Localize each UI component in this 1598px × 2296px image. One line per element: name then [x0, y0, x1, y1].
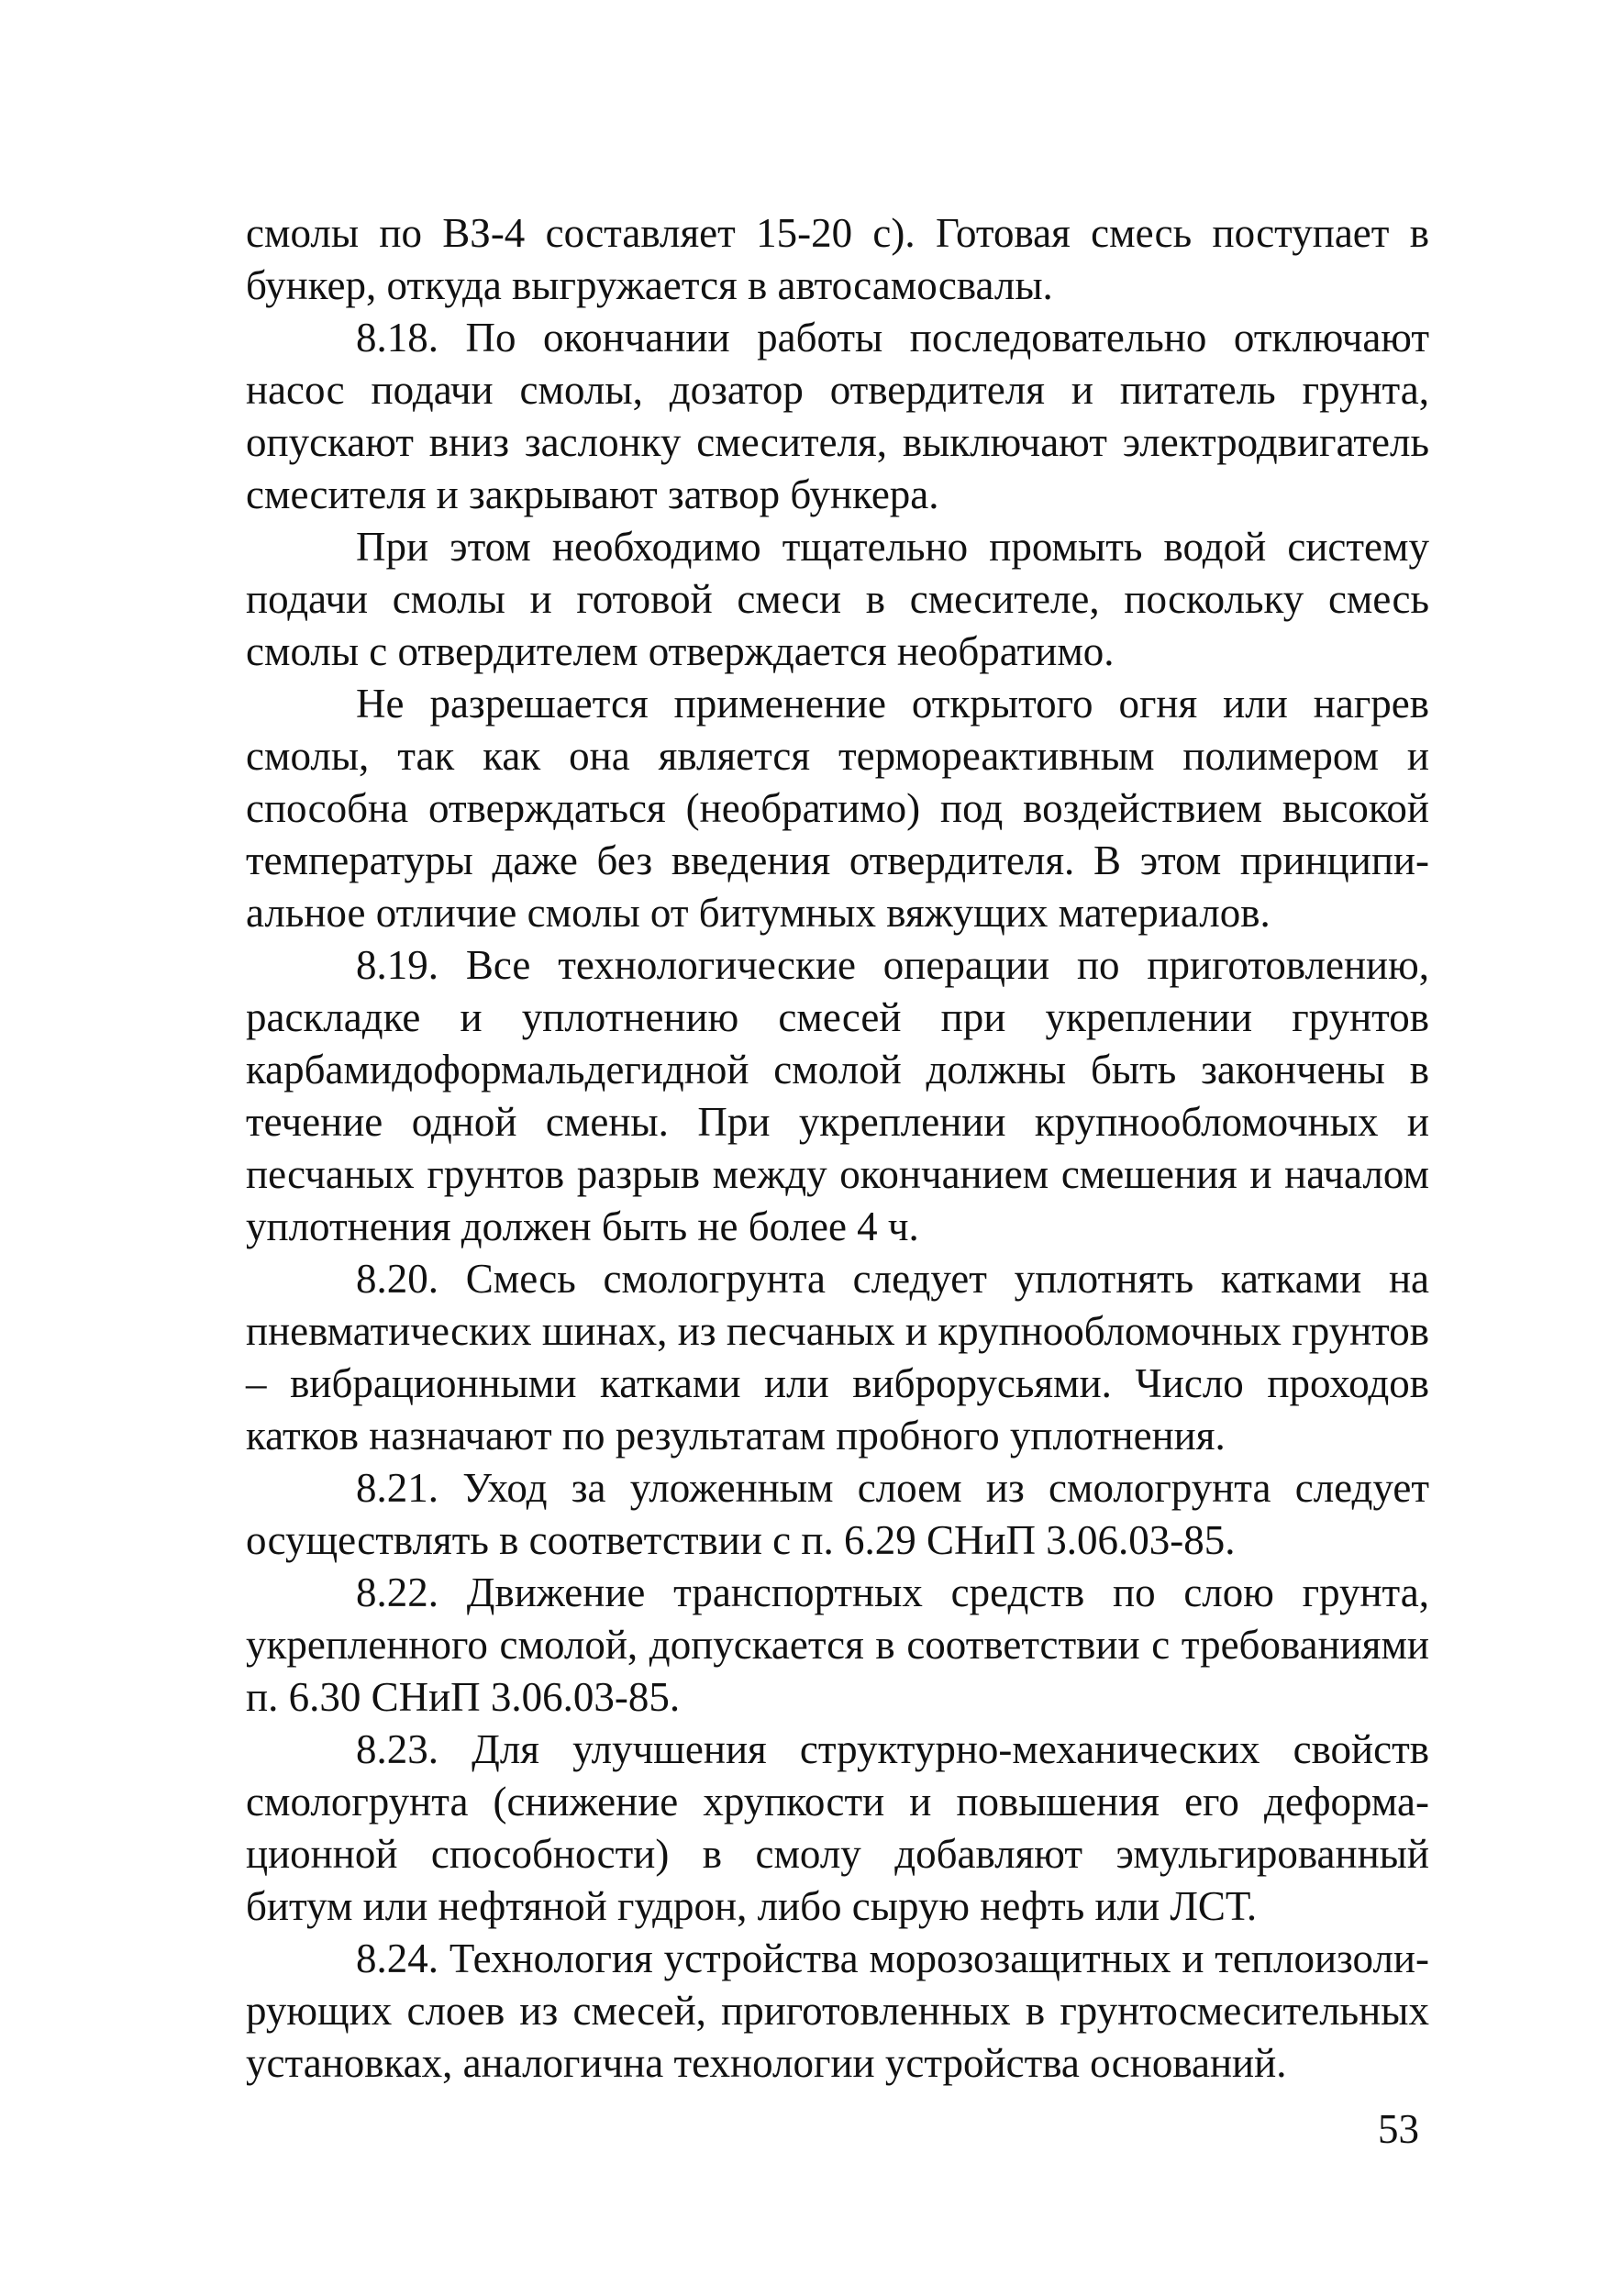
paragraph-8-20: 8.20. Смесь смологрунта следует уплотнять катками на пневматических шинах, из песчаных и крупнообломочных грунтов – вибрационными катками или виброрусьями. Число проходов катков назначают по результатам пробного уплотнения. — [246, 1256, 1429, 1459]
page-body — [246, 207, 1429, 2090]
paragraph-8-18: 8.18. По окончании работы последовательно отключают насос подачи смолы, дозатор отвердителя и питатель грунта, опускают вниз заслонку смесителя, выключают электродвигатель смесителя и закрывают затвор бункера. — [246, 315, 1429, 517]
paragraph-8-19: 8.19. Все технологические операции по приготовлению, раскладке и уплотнению смесей при укреплении грунтов карбамидоформальдегидной смолой должны быть закончены в течение одной смены. При укреплении крупнообломочных и песчаных грунтов разрыв между окончанием смешения и началом уплотнения должен быть не более 4 ч. — [246, 942, 1429, 1249]
paragraph-continuation: смолы по ВЗ-4 составляет 15-20 с). Готовая смесь поступает в бункер, откуда выгружается в автосамосвалы. — [246, 210, 1429, 308]
paragraph-8-21: 8.21. Уход за уложенным слоем из смологрунта следует осуществлять в соответствии с п. 6.29 СНиП 3.06.03-85. — [246, 1465, 1429, 1563]
paragraph-rinse: При этом необходимо тщательно промыть водой систему подачи смолы и готовой смеси в смесителе, поскольку смесь смолы с отвердителем отверждается необратимо. — [246, 524, 1429, 674]
page-number: 53 — [1378, 2106, 1419, 2152]
paragraph-8-23: 8.23. Для улучшения структурно-механических свойств смологрунта (снижение хрупкости и повышения его деформационной способности) в смолу добавляют эмульгированный битум или нефтяной гудрон, либо сырую нефть или ЛСТ. — [246, 1726, 1429, 1929]
paragraph-8-22: 8.22. Движение транспортных средств по слою грунта, укрепленного смолой, допускается в соответствии с требованиями п. 6.30 СНиП 3.06.03-85. — [246, 1569, 1429, 1720]
paragraph-no-fire: Не разрешается применение открытого огня или нагрев смолы, так как она является термореактивным полимером и способна отверждаться (необратимо) под воздействием высокой температуры даже без введения отвердителя. В этом принципиальное отличие смолы от битумных вяжущих материалов. — [246, 681, 1429, 936]
paragraph-8-24: 8.24. Технология устройства морозозащитных и теплоизолирующих слоев из смесей, приготовленных в грунтосмесительных установках, аналогична технологии устройства оснований. — [246, 1936, 1429, 2086]
